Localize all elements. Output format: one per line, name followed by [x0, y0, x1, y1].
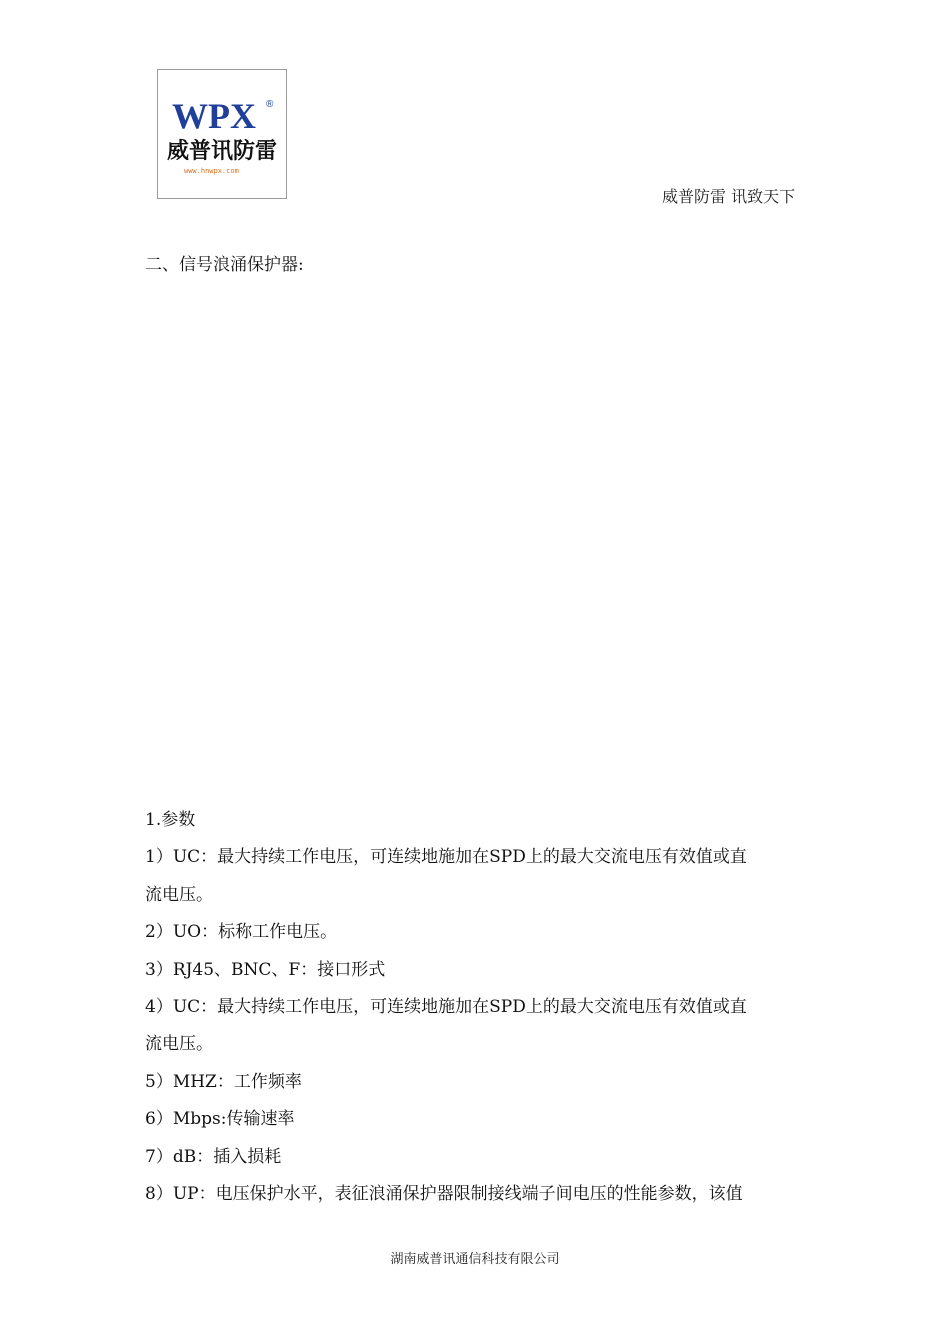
section-heading: 二、信号浪涌保护器:: [145, 255, 304, 275]
param-line: 流电压。: [145, 884, 213, 905]
footer-company: 湖南威普讯通信科技有限公司: [390, 1252, 560, 1267]
logo-brand-name: 威普讯防雷: [167, 139, 278, 164]
logo-letters: WPX: [172, 96, 256, 136]
product-image-area: [145, 285, 810, 785]
params-section: [145, 807, 815, 1218]
param-line: 3）RJ45、BNC、F：接口形式: [145, 959, 386, 980]
wpx-logo-icon: [158, 70, 288, 200]
param-line: 7）dB：插入损耗: [145, 1146, 282, 1167]
param-line: 1）UC：最大持续工作电压，可连续地施加在SPD上的最大交流电压有效值或直: [145, 847, 747, 868]
param-line: 5）MHZ：工作频率: [145, 1071, 302, 1092]
param-line: 4）UC：最大持续工作电压，可连续地施加在SPD上的最大交流电压有效值或直: [145, 996, 747, 1017]
params-title: 1.参数: [145, 810, 196, 830]
logo-registered: ®: [266, 99, 274, 110]
param-line: 8）UP：电压保护水平，表征浪涌保护器限制接线端子间电压的性能参数，该值: [145, 1183, 743, 1204]
header-slogan: 威普防雷 讯致天下: [662, 187, 796, 206]
param-line: 2）UO：标称工作电压。: [145, 922, 338, 943]
param-line: 流电压。: [145, 1034, 213, 1055]
logo-url: www.hnwpx.com: [184, 167, 239, 175]
company-logo: [157, 69, 287, 199]
param-line: 6）Mbps:传输速率: [145, 1109, 295, 1130]
